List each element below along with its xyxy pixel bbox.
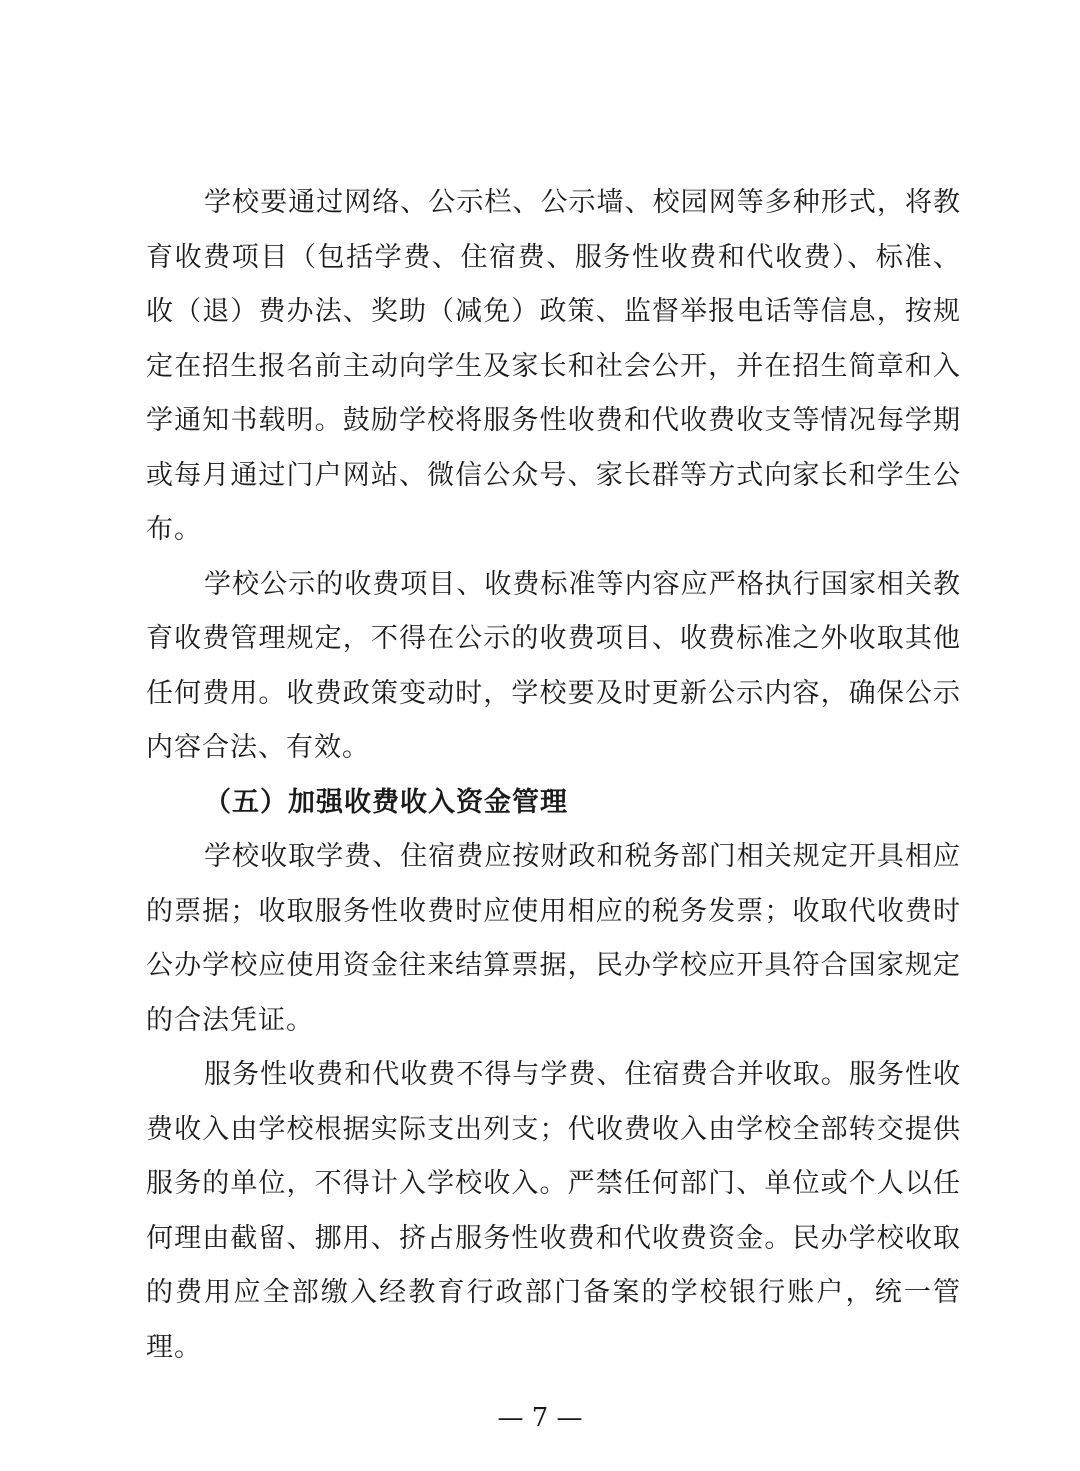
section-heading: （五）加强收费收入资金管理 [204,786,568,818]
document-body [146,176,961,1375]
paragraph-receipts: 学校收取学费、住宿费应按财政和税务部门相关规定开具相应的票据；收取服务性收费时应使用相应的税务发票；收取代收费时公办学校应使用资金往来结算票据，民办学校应开具符合国家规定的合法凭证。 [146,841,961,1036]
paragraph-fee-disclosure: 学校要通过网络、公示栏、公示墙、校园网等多种形式，将教育收费项目（包括学费、住宿费、服务性收费和代收费）、标准、收（退）费办法、奖助（减免）政策、监督举报电话等信息，按规定在招生报名前主动向学生及家长和社会公开，并在招生简章和入学通知书载明。鼓励学校将服务性收费和代收费收支等情况每学期或每月通过门户网站、微信公众号、家长群等方式向家长和学生公布。 [146,187,961,545]
page-number: — 7 — [497,1403,583,1433]
paragraph-fee-compliance: 学校公示的收费项目、收费标准等内容应严格执行国家相关教育收费管理规定，不得在公示的收费项目、收费标准之外收取其他任何费用。收费政策变动时，学校要及时更新公示内容，确保公示内容合法、有效。 [146,568,961,763]
paragraph-fund-management: 服务性收费和代收费不得与学费、住宿费合并收取。服务性收费收入由学校根据实际支出列支；代收费收入由学校全部转交提供服务的单位，不得计入学校收入。严禁任何部门、单位或个人以任何理由截留、挪用、挤占服务性收费和代收费资金。民办学校收取的费用应全部缴入经教育行政部门备案的学校银行账户，统一管理。 [146,1059,961,1363]
